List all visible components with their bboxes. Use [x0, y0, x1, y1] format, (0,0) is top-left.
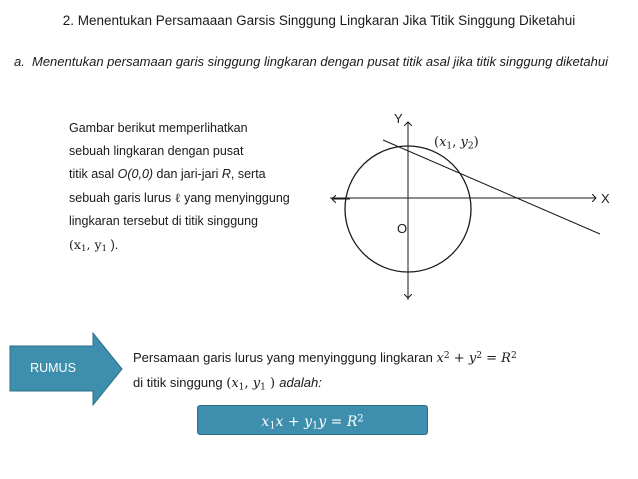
radius-label: R: [221, 167, 231, 181]
rumus-line-2: [133, 371, 517, 396]
description-text: , serta: [230, 167, 266, 181]
y-axis-label: Y: [394, 111, 403, 126]
f-x1-sub: 1: [269, 420, 276, 432]
tp-x: x: [439, 135, 447, 150]
description-text: titik asal: [69, 167, 118, 181]
rp-x-sub: 1: [238, 382, 245, 393]
eq-x: x: [436, 351, 444, 366]
tp-y-sub: 2: [467, 141, 474, 152]
tp-close: ): [473, 135, 479, 150]
rumus-line-2-text: di titik singgung: [133, 375, 227, 390]
eq-y: y: [468, 351, 477, 366]
eq-R-exp: 2: [510, 350, 517, 361]
line-symbol: ℓ: [174, 190, 181, 205]
point-y-sub: 1: [101, 244, 108, 255]
rumus-label: RUMUS: [30, 361, 76, 375]
rp-y: y: [252, 376, 261, 391]
origin-label: O(0,0): [117, 167, 154, 181]
description-line-1: Gambar berikut memperlihatkan: [69, 121, 248, 135]
rp-close: ): [265, 376, 280, 391]
subtitle-text: Menentukan persamaan garis singgung lingkaran dengan pusat titik asal jika titik singgung diketahui: [32, 54, 608, 69]
page-title: 2. Menentukan Persamaaan Garsis Singgung Lingkaran Jika Titik Singgung Diketahui: [62, 13, 576, 28]
f-equals: =: [326, 414, 347, 430]
rumus-line-1: [133, 346, 517, 371]
tp-y: y: [460, 135, 468, 150]
point-close: ).: [107, 238, 119, 252]
rumus-adalah: adalah:: [279, 375, 322, 390]
rp-comma: ,: [244, 376, 253, 391]
eq-equals: =: [481, 351, 502, 366]
eq-y-exp: 2: [476, 350, 482, 361]
f-R-exp: 2: [357, 413, 364, 425]
rumus-line-1-text: Persamaan garis lurus yang menyinggung lingkaran: [133, 350, 437, 365]
point-comma: ,: [86, 237, 95, 252]
description-line-5: lingkaran tersebut di titik singgung: [69, 214, 259, 228]
f-x: x: [275, 414, 284, 430]
subtitle-letter: a.: [14, 54, 25, 69]
description-line-2: sebuah lingkaran dengan pusat: [69, 144, 244, 158]
origin-label: O: [397, 221, 408, 236]
formula-box: [197, 405, 428, 435]
f-y1-sub: 1: [312, 420, 319, 432]
eq-R: R: [501, 351, 511, 366]
rp-x: x: [231, 376, 239, 391]
point-open: (: [69, 237, 74, 252]
x-axis-label: X: [601, 191, 610, 206]
f-R: R: [346, 414, 358, 430]
point-x-sub: 1: [80, 244, 87, 255]
f-plus: +: [283, 414, 305, 430]
point-x: x: [73, 237, 81, 252]
eq-x-exp: 2: [443, 350, 450, 361]
rumus-text: [133, 346, 517, 396]
description-text: sebuah garis lurus: [69, 191, 175, 205]
tp-open: (: [434, 135, 440, 150]
f-y: y: [318, 414, 327, 430]
rp-open: (: [226, 376, 232, 391]
description-text: yang menyinggung: [180, 191, 290, 205]
eq-plus: +: [449, 351, 469, 366]
rp-y-sub: 1: [260, 382, 266, 393]
tp-x-sub: 1: [446, 141, 453, 152]
f-y1: y: [304, 414, 313, 430]
description-text: dan jari-jari: [153, 167, 222, 181]
f-x1: x: [261, 414, 270, 430]
point-y: y: [94, 237, 102, 252]
tp-comma: ,: [452, 135, 461, 150]
